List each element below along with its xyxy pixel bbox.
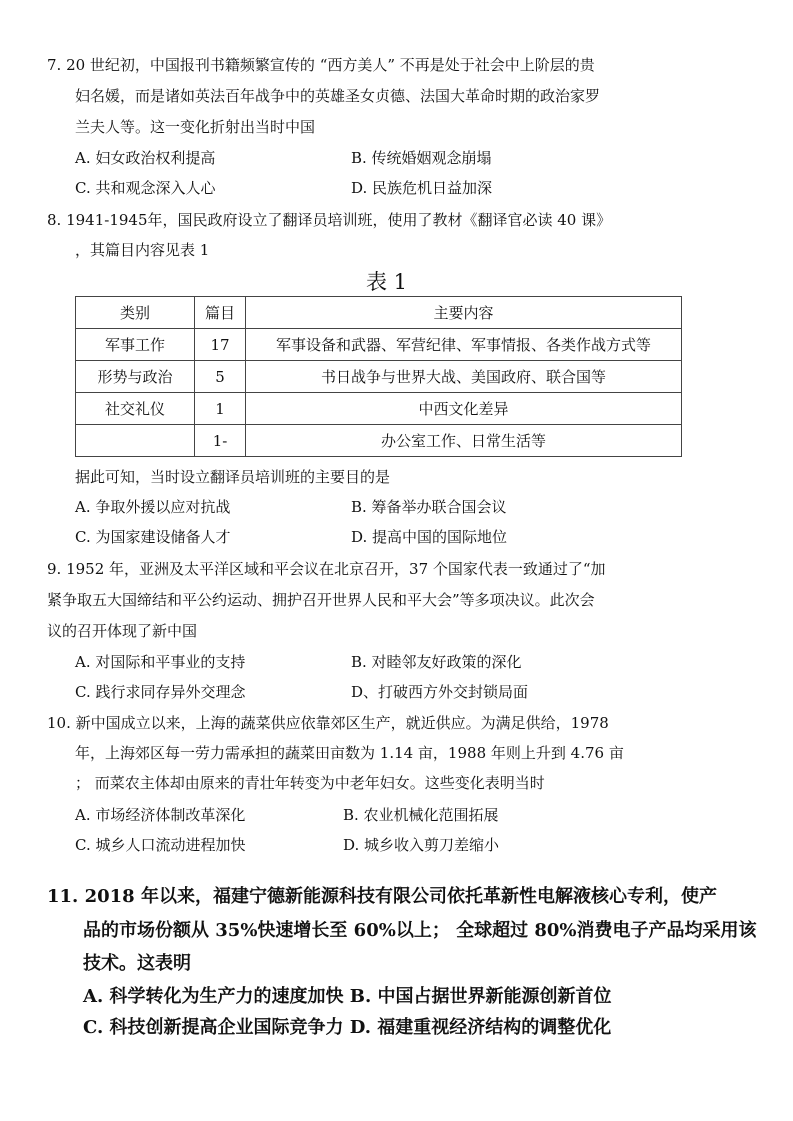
table-header-cell: 篇目 — [195, 297, 246, 329]
q9-stem-line1: 9. 1952 年，亚洲及太平洋区域和平会议在北京召开，37 个国家代表一致通过了“加 — [47, 560, 606, 578]
table-cell: 中西文化差异 — [246, 393, 682, 425]
q7-stem-line1: 7. 20 世纪初，中国报刊书籍频繁宣传的 “西方美人” 不再是处于社会中上阶层的贵 — [47, 56, 595, 74]
q10-stem-line2: 年，上海郊区每一劳力需承担的蔬菜田亩数为 1.14 亩，1988 年则上升到 4.76 亩 — [75, 744, 624, 762]
q10-stem-line1: 10. 新中国成立以来，上海的蔬菜供应依靠郊区生产，就近供应。为满足供给，1978 — [47, 714, 609, 732]
table-header-row — [76, 297, 682, 329]
q8-stem-after: 据此可知，当时设立翻译员培训班的主要目的是 — [75, 468, 391, 486]
q9-option-b: B. 对睦邻友好政策的深化 — [351, 653, 522, 671]
curriculum-table — [75, 296, 682, 457]
table-cell: 1 — [195, 393, 246, 425]
q11-options-ab: A. 科学转化为生产力的速度加快 B. 中国占据世界新能源创新首位 — [83, 986, 612, 1007]
q9-option-a: A. 对国际和平事业的支持 — [75, 653, 246, 671]
q9-stem-line2: 紧争取五大国缔结和平公约运动、拥护召开世界人民和平大会”等多项决议。此次会 — [47, 591, 595, 609]
q7-option-b: B. 传统婚姻观念崩塌 — [351, 149, 492, 167]
q10-option-a: A. 市场经济体制改革深化 — [75, 806, 246, 824]
q7-option-a: A. 妇女政治权利提高 — [75, 149, 216, 167]
q11-options-cd: C. 科技创新提高企业国际竞争力 D. 福建重视经济结构的调整优化 — [83, 1017, 612, 1038]
table-cell: 军事工作 — [76, 329, 195, 361]
table-row — [76, 361, 682, 393]
table-cell — [76, 425, 195, 457]
q10-option-c: C. 城乡人口流动进程加快 — [75, 836, 246, 854]
q7-stem-line2: 妇名媛，而是诸如英法百年战争中的英雄圣女贞德、法国大革命时期的政治家罗 — [75, 87, 601, 105]
table-cell: 军事设备和武器、军营纪律、军事情报、各类作战方式等 — [246, 329, 682, 361]
table-row — [76, 425, 682, 457]
q8-stem-line1: 8. 1941-1945年，国民政府设立了翻译员培训班，使用了教材《翻译官必读 40 课》 — [47, 211, 612, 229]
table-cell: 社交礼仪 — [76, 393, 195, 425]
q8-option-d: D. 提高中国的国际地位 — [351, 528, 508, 546]
q10-option-b: B. 农业机械化范围拓展 — [343, 806, 499, 824]
q11-stem-line3: 技术。这表明 — [83, 953, 191, 974]
table-cell: 形势与政治 — [76, 361, 195, 393]
q7-stem-line3: 兰夫人等。这一变化折射出当时中国 — [75, 118, 316, 136]
table-cell: 5 — [195, 361, 246, 393]
table-cell: 1- — [195, 425, 246, 457]
q9-option-d: D、打破西方外交封锁局面 — [351, 683, 529, 701]
table-row — [76, 329, 682, 361]
q8-option-b: B. 筹备举办联合国会议 — [351, 498, 507, 516]
table-header-cell: 主要内容 — [246, 297, 682, 329]
q9-stem-line3: 议的召开体现了新中国 — [47, 622, 198, 640]
q10-stem-line3: ； 而菜农主体却由原来的青壮年转变为中老年妇女。这些变化表明当时 — [75, 774, 545, 792]
q9-option-c: C. 践行求同存异外交理念 — [75, 683, 246, 701]
q10-option-d: D. 城乡收入剪刀差缩小 — [343, 836, 500, 854]
q11-stem-line2: 品的市场份额从 35%快速增长至 60%以上； 全球超过 80%消费电子产品均采用该 — [83, 920, 757, 941]
table-row — [76, 393, 682, 425]
table-cell: 书日战争与世界大战、美国政府、联合国等 — [246, 361, 682, 393]
q8-option-c: C. 为国家建设储备人才 — [75, 528, 231, 546]
table-cell: 办公室工作、日常生活等 — [246, 425, 682, 457]
q7-option-d: D. 民族危机日益加深 — [351, 179, 493, 197]
q8-stem-line2: ，其篇目内容见表 1 — [75, 241, 210, 259]
q7-option-c: C. 共和观念深入人心 — [75, 179, 216, 197]
q8-option-a: A. 争取外援以应对抗战 — [75, 498, 231, 516]
table-caption: 表 1 — [366, 270, 408, 294]
table-cell: 17 — [195, 329, 246, 361]
table-header-cell: 类别 — [76, 297, 195, 329]
q11-stem-line1: 11. 2018 年以来，福建宁德新能源科技有限公司依托革新性电解液核心专利，使产 — [47, 886, 717, 907]
